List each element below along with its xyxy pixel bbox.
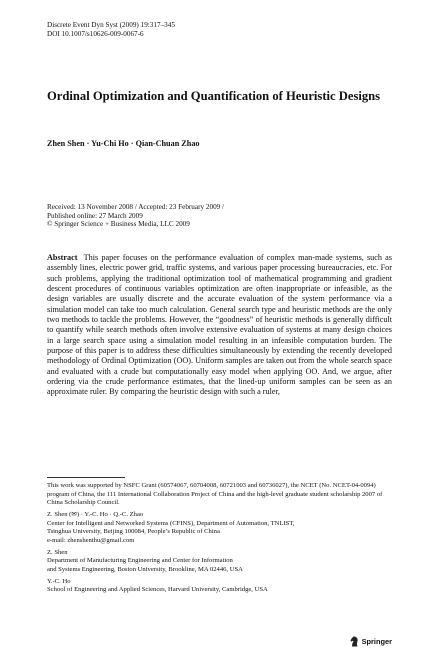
journal-doi: DOI 10.1007/s10626-009-0067-6: [47, 29, 144, 38]
copyright-notice: © Springer Science + Business Media, LLC 2009: [47, 220, 190, 229]
affiliation-line: Department of Manufacturing Engineering and Center for Information: [47, 557, 233, 564]
journal-header: [47, 21, 175, 38]
abstract: [47, 253, 392, 398]
affiliation-line: School of Engineering and Applied Sciences, Harvard University, Cambridge, USA: [47, 586, 268, 593]
affiliation-line: Center for Intelligent and Networked Systems (CFINS), Department of Automation, TNLIST,: [47, 519, 295, 527]
paper-title: Ordinal Optimization and Quantification of Heuristic Designs: [47, 89, 381, 103]
publisher-name: Springer: [361, 637, 392, 646]
affiliation-line: Y.-C. Ho: [47, 577, 71, 585]
published-date: Published online: 27 March 2009: [47, 211, 143, 220]
received-accepted-date: Received: 13 November 2008 / Accepted: 23 February 2009 /: [47, 203, 225, 211]
affiliation-block-3: [47, 578, 392, 595]
paper-page: [47, 0, 392, 666]
footnote-divider: [47, 477, 125, 478]
affiliation-block-1: [47, 511, 392, 545]
affiliation-block-2: [47, 549, 392, 575]
affiliation-line: Z. Shen (✉) · Y.-C. Ho · Q.-C. Zhao: [47, 511, 144, 518]
abstract-label: Abstract: [47, 253, 78, 262]
author-list: Zhen Shen · Yu-Chi Ho · Qian-Chuan Zhao: [47, 139, 200, 148]
affiliation-line: Z. Shen: [47, 548, 68, 556]
affiliation-line: and Systems Engineering, Boston University, Brookline, MA 02446, USA: [47, 565, 243, 573]
author-email[interactable]: e-mail: zhenshenthu@gmail.com: [47, 536, 135, 544]
journal-citation: Discrete Event Dyn Syst (2009) 19:317–345: [47, 21, 175, 29]
funding-note: [47, 482, 392, 508]
springer-chess-knight-icon: [350, 636, 359, 647]
footnotes: [47, 482, 392, 598]
abstract-text: This paper focuses on the performance evaluation of complex man-made systems, such as assembly lines, electric power grid, traffic systems, and various paper processing bureaucracies, etc. For such problems, applying the traditional optimization tool of mathematical programming and gradient descent procedures of continuous variables optimization are often inappropriate or infeasible, as the design variables are usually discrete and the accurate evaluation of the system performance via a simulation model can take too much calculation. General search type and heuristic methods are the only two methods to tackle the problems. However, the “goodness” of heuristic methods is generally difficult to quantify while search methods often involve extensive evaluation of systems at many design choices in a large search space using a simulation model resulting in an infeasible computation burden. The purpose of this paper is to address these difficulties simultaneously by extending the recently developed methodology of Ordinal Optimization (OO). Uniform samples are taken out from the whole search space and evaluated with a crude but computationally easy model when applying OO. And, we argue, after ordering via the crude performance estimates, that the lined-up uniform samples can be seen as an approximate ruler. By comparing the heuristic design with such a ruler,: [47, 253, 392, 397]
affiliation-line: Tsinghua University, Beijing 100084, People’s Republic of China: [47, 528, 220, 535]
funding-text: This work was supported by NSFC Grant (60574067, 60704008, 60721003 and 60736027), the NCET (No. NCET-04-0094) program of China, the 111 International Collaboration Project of China and the high-level graduate student scholarship 2007 of China Scholarship Council.: [47, 482, 383, 506]
publication-dates: [47, 203, 224, 229]
publisher-logo: [350, 636, 392, 647]
